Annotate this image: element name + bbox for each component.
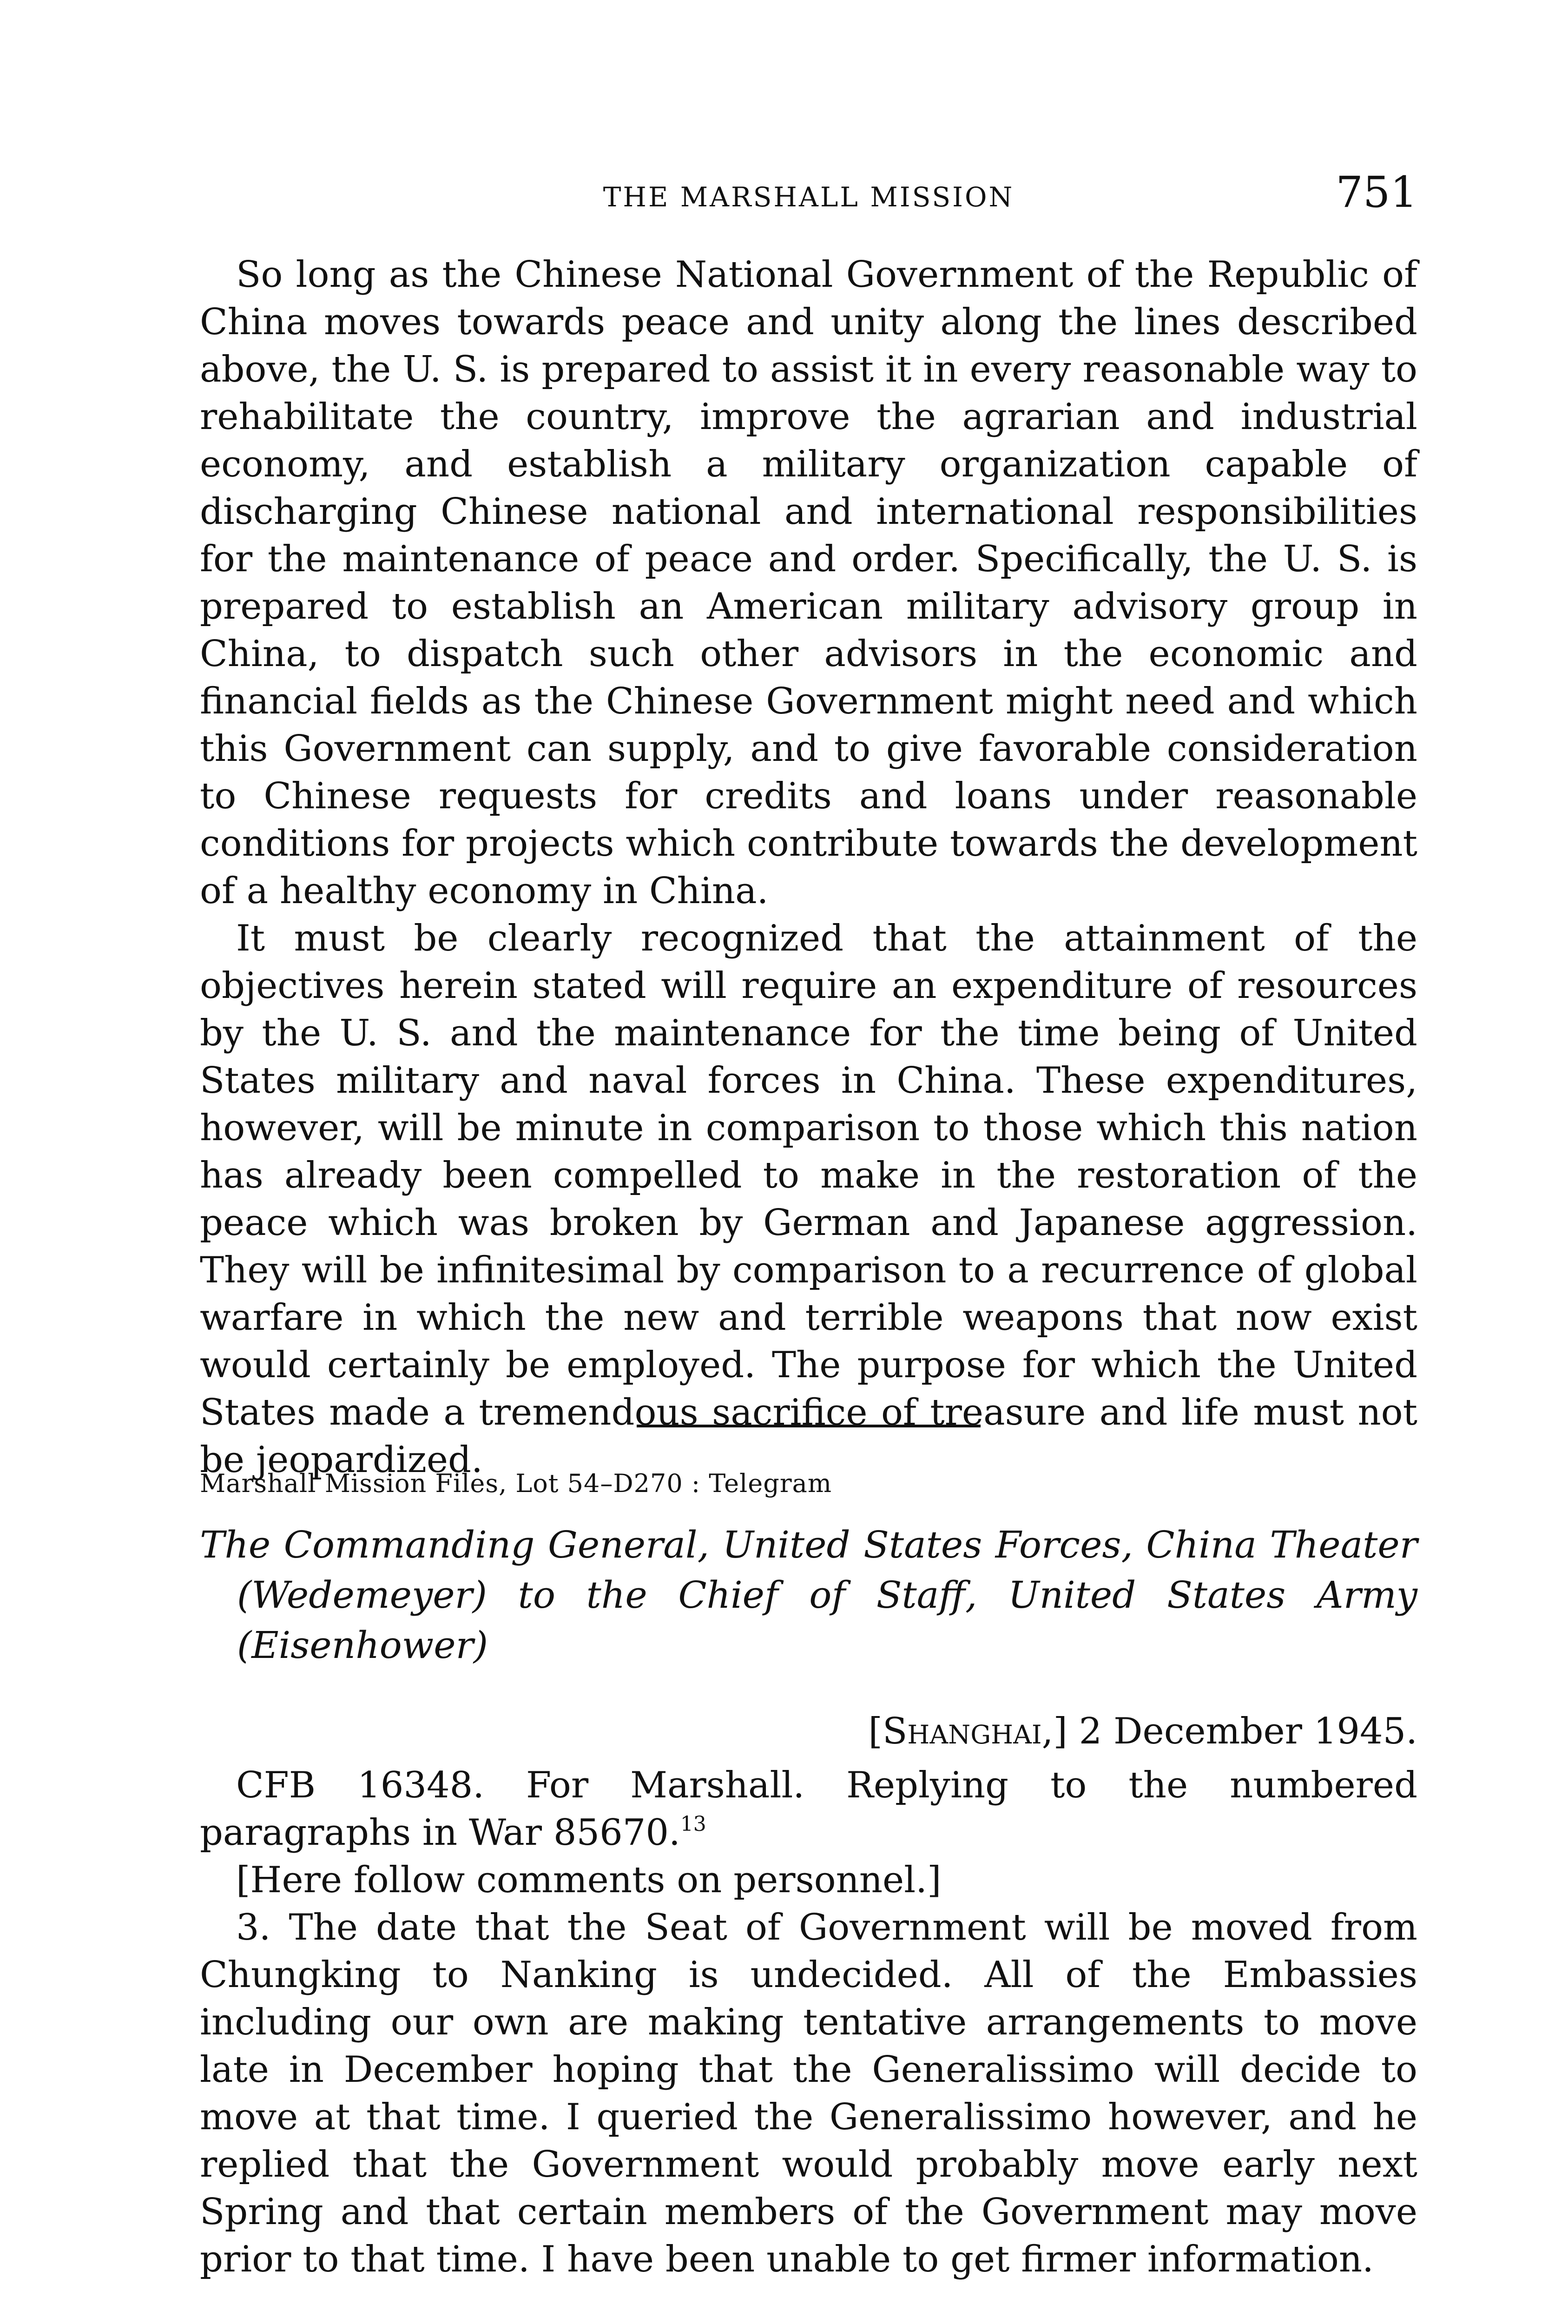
body-paragraph-1: So long as the Chinese National Government of the Republic of China moves towards peace and unity along the lines described above, the U. S. is prepared to assist it in every reasonable way to rehabilitate the country, improve the agrarian and industrial economy, and establish a military organization capable of discharging Chinese national and international responsibilities for the maintenance of peace and order. Specifically, the U. S. is prepared to establish an American military advisory group in China, to dispatch such other advisors in the economic and financial fields as the Chinese Government might need and which this Government can supply, and to give favorable consideration to Chinese requests for credits and loans under reasonable conditions for projects which contribute towards the development of a healthy economy in China. [200, 254, 1417, 912]
telegram-paragraph-3: 3. The date that the Seat of Government will be moved from Chungking to Nanking is undecided. All of the Embassies including our own are making tentative arrangements to move late in December hoping that the Generalissimo will decide to move at that time. I queried the Generalissimo however, and he replied that the Government would probably move early next Spring and that certain members of the Government may move prior to that time. I have been unable to get firmer information. [200, 1907, 1417, 2280]
document-title-line-3: (Eisenhower) [237, 1624, 488, 1667]
telegram-paragraph-1 [200, 1762, 1417, 1856]
document-title [200, 1520, 1417, 1670]
dateline-open: [ [868, 1710, 883, 1752]
running-head [200, 167, 1417, 223]
running-title: THE MARSHALL MISSION [603, 181, 1015, 213]
telegram-paragraph-2: [Here follow comments on personnel.] [236, 1859, 942, 1901]
telegram-paragraph-1-text: CFB 16348. For Marshall. Replying to the numbered paragraphs in War 85670. [200, 1764, 1417, 1854]
section-divider [637, 1425, 981, 1427]
body-paragraph-2: It must be clearly recognized that the attainment of the objectives herein stated will require an expenditure of resources by the U. S. and the maintenance for the time being of United States military and naval forces in China. These expenditures, however, will be minute in comparison to those which this nation has already been compelled to make in the restoration of the peace which was broken by German and Japanese aggression. They will be infinitesimal by comparison to a recurrence of global warfare in which the new and terrible weapons that now exist would certainly be employed. The purpose for which the United States made a tremendous sacrifice of treasure and life must not be jeopardized. [200, 918, 1417, 1481]
dateline-date: ,] 2 December 1945. [1041, 1710, 1417, 1752]
page-number: 751 [1336, 167, 1417, 217]
dateline [869, 1710, 1417, 1752]
body-text [200, 251, 1417, 1484]
document-title-line-2: (Wedemeyer) to the Chief of Staff, United States Army [237, 1573, 1417, 1617]
telegram-body [200, 1762, 1417, 2283]
dateline-place: Shanghai [882, 1710, 1042, 1752]
source-citation: Marshall Mission Files, Lot 54–D270 : Telegram [200, 1469, 832, 1498]
footnote-reference: 13 [680, 1812, 706, 1836]
document-title-line-1: The Commanding General, United States Forces, China Theater [200, 1523, 1417, 1566]
